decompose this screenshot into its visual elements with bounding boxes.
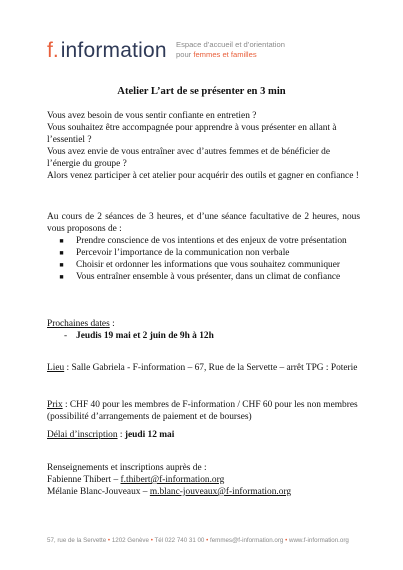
- dates-colon: :: [109, 319, 115, 329]
- dates-item: [64, 330, 214, 342]
- tagline-line1: Espace d’accueil et d’orientation: [176, 40, 285, 49]
- price-label: Prix: [47, 400, 63, 410]
- contact-heading: Renseignements et inscriptions auprès de :: [47, 463, 207, 473]
- location-text: : Salle Gabriela - F-information – 67, Rue de la Servette – arrêt TPG : Poterie: [64, 363, 358, 373]
- footer-phone: Tél 022 740 31 00: [154, 537, 205, 544]
- tagline-line2: [176, 50, 285, 60]
- list-item-text: Choisir et ordonner les informations que vous souhaitez communiquer: [76, 260, 341, 270]
- bullet-mark: ■: [59, 261, 64, 269]
- dates-label: Prochaines dates: [47, 319, 110, 329]
- dates-heading: [47, 318, 360, 330]
- list-item: [47, 259, 360, 271]
- program-intro: Au cours de 2 séances de 3 heures, et d’une séance facultative de 2 heures, nous vous proposons de :: [47, 212, 360, 234]
- list-item-text: Percevoir l’importance de la communication non verbale: [76, 248, 290, 258]
- intro-line: Vous avez besoin de vous sentir confiante en entretien ?: [47, 111, 257, 121]
- footer-separator: •: [150, 537, 153, 544]
- logo-word: information: [60, 39, 167, 62]
- location-label: Lieu: [47, 363, 65, 373]
- logo-f: f: [47, 39, 53, 62]
- intro-paragraph: [47, 110, 360, 182]
- contact-email-link[interactable]: f.thibert@f-information.org: [120, 475, 225, 485]
- bullet-mark: ■: [59, 237, 64, 245]
- deadline-colon: :: [117, 430, 125, 440]
- tagline: [176, 40, 285, 60]
- dates-dash: -: [64, 331, 68, 341]
- program-list: [47, 235, 360, 283]
- deadline-value: jeudi 12 mai: [124, 430, 175, 440]
- footer-city: 1202 Genève: [111, 537, 149, 544]
- price-info: [47, 399, 360, 423]
- footer-email: femmes@f-information.org: [210, 537, 284, 544]
- deadline-info: [47, 429, 360, 441]
- contact-name: Mélanie Blanc-Jouveaux –: [47, 487, 150, 497]
- footer-web: www.f-information.org: [289, 537, 349, 544]
- bullet-mark: ■: [59, 273, 64, 281]
- price-text: : CHF 40 pour les membres de F-information / CHF 60 pour les non membres (possibilité d’arrangements de paiement et de bourses): [47, 400, 358, 422]
- deadline-label: Délai d’inscription: [47, 430, 118, 440]
- list-item: [47, 247, 360, 259]
- contact-person: [47, 486, 360, 498]
- contact-person: [47, 474, 360, 486]
- intro-line: Alors venez participer à cet atelier pour acquérir des outils et gagner en confiance !: [47, 171, 359, 181]
- bullet-mark: ■: [59, 249, 64, 257]
- list-item: [47, 271, 360, 283]
- list-item-text: Prendre conscience de vos intentions et des enjeux de votre présentation: [76, 236, 347, 246]
- contact-email-link[interactable]: m.blanc-jouveaux@f-information.org: [149, 487, 292, 497]
- page-title: Atelier L’art de se présenter en 3 min: [117, 86, 286, 97]
- logo-dot: .: [52, 39, 59, 62]
- tagline-pour: pour: [176, 50, 192, 59]
- footer-separator: •: [206, 537, 209, 544]
- footer-separator: •: [107, 537, 111, 544]
- intro-line: Vous avez envie de vous entraîner avec d’autres femmes et de bénéficier de l’énergie du groupe ?: [47, 147, 331, 169]
- footer-separator: •: [285, 537, 288, 544]
- dates-value: Jeudis 19 mai et 2 juin de 9h à 12h: [76, 331, 214, 341]
- f-information-logo: [47, 40, 167, 61]
- footer-address: 57, rue de la Servette: [47, 537, 107, 544]
- tagline-accent: femmes et familles: [193, 50, 257, 59]
- footer: [47, 537, 349, 544]
- list-item-text: Vous entraîner ensemble à vous présenter, dans un climat de confiance: [76, 272, 341, 282]
- list-item: [47, 235, 360, 247]
- contact-info: [47, 462, 360, 498]
- contact-name: Fabienne Thibert –: [47, 475, 121, 485]
- intro-line: Vous souhaitez être accompagnée pour apprendre à vous présenter en allant à l’essentiel ?: [47, 123, 337, 145]
- location-info: [47, 362, 360, 374]
